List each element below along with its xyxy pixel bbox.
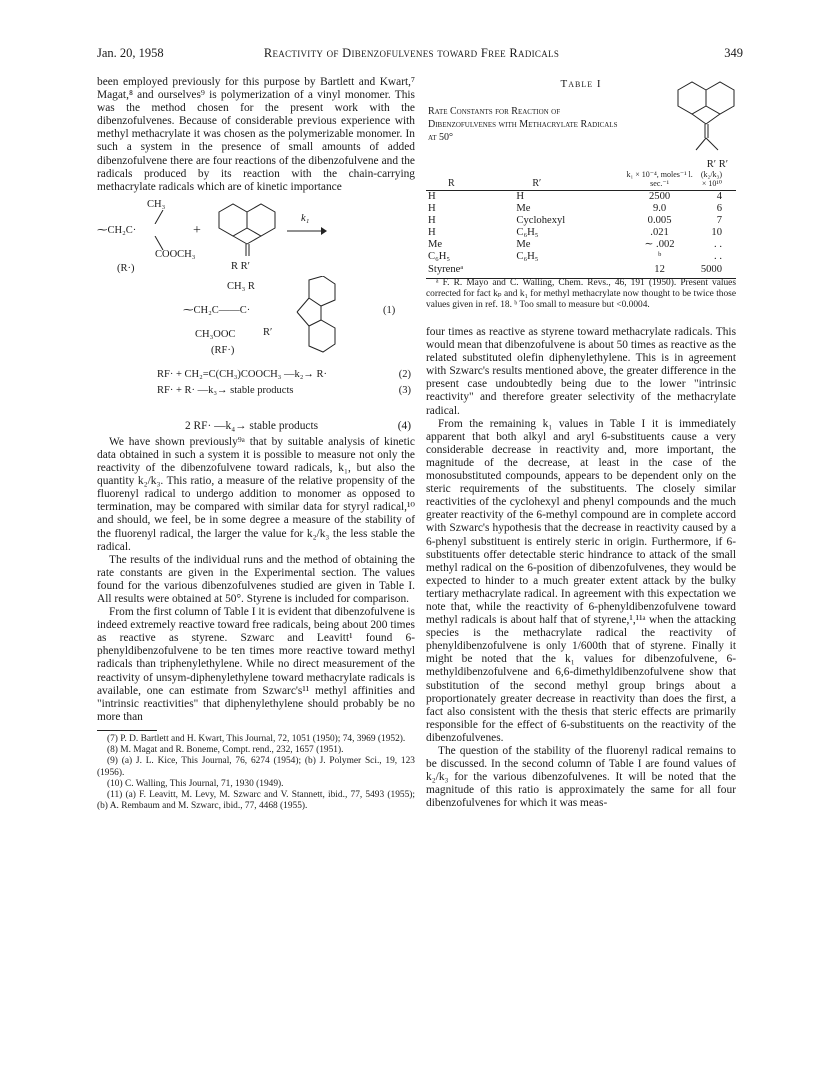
scheme-cooch3: COOCH₃ [155,248,196,260]
paragraph: The question of the stability of the fluorenyl radical remains to be discussed. In the second column of Table I are found values of k₂/k₃ for the various dibenzofulvenes. It will be noted that the magnitude of this ratio is approximately the same for all four dibenzofulvenes for which it was meas- [426,745,736,810]
table-cell: Me [516,239,531,251]
table-cell [514,264,620,279]
table-cell: . . [714,239,722,251]
table-cell: 2500 [648,191,671,202]
equation-body: RF· + CH₂=C(CH₃)COOCH₃ —k₂→ R· [157,368,327,380]
table-cell: C₆H₅ [428,251,451,263]
equation-4 [97,420,415,436]
table-1 [426,78,736,310]
table-row [426,251,736,263]
table-row [426,215,736,227]
table-cell: .021 [650,227,669,239]
equation-2 [97,368,415,384]
bond-line [153,210,165,224]
table-cell: 12 [620,264,698,279]
table-row [426,264,736,279]
scheme-rr: R R′ [231,260,250,272]
table-cell: 4 [716,191,722,202]
table-cell: 5000 [699,264,736,279]
table-cell: Me [516,203,531,215]
equation-3 [97,384,415,400]
table-cell: H [428,215,436,227]
table-row [426,239,736,251]
table-cell: C₆H₅ [516,251,539,263]
reaction-arrow [287,226,327,236]
scheme-r-dot: (R·) [117,262,135,274]
paragraph: From the first column of Table I it is evident that dibenzofulvene is indeed extremely reactive toward free radicals, being about 200 times as reactive as styrene. Szwarc and Leavitt¹ found 6-phenyldibenzofulvene to be ten times more reactive toward methyl radicals than triphenylethylene. While no direct measurement of the reactivity of unsym-diphenylethylene toward methacrylate radicals is available, one can estimate from Szwarc's¹¹ methyl affinities and "intrinsic reactivities" that diphenylethylene should probably be no more than [97,606,415,723]
table-header-row [426,170,736,191]
right-column [426,78,736,810]
table-label: Table I [560,78,602,90]
column-header: R′ [514,170,620,191]
scheme-ch2c-chain: ⁓CH₂C——C· [183,304,251,316]
scheme-ch3ooc: CH₃OOC [195,328,236,340]
paragraph: four times as reactive as styrene toward methacrylate radicals. This would mean that dibenzofulvene is about 50 times as reactive as the related substituted olefin diphenylethylene. This is in agreement with Szwarc's results mentioned above, the greater difference in the present case undoubtedly being due to the lower "intrinsic reactivity" and therefore greater selectivity of the methacrylate radical. [426,326,736,417]
table-row [426,227,736,239]
reaction-scheme [97,196,415,406]
footnote: (7) P. D. Bartlett and H. Kwart, This Journal, 72, 1051 (1950); 74, 3969 (1952). [107,733,406,744]
table-cell: C₆H₅ [516,227,539,239]
rate-k1: k₁ [301,212,310,224]
table-row [426,191,736,204]
table-cell: 9.0 [652,203,667,215]
equation-number-1: (1) [383,304,396,316]
equation-number: (4) [397,419,411,432]
equation-number: (3) [398,384,411,396]
table-row [426,203,736,215]
table-footnote: ᵃ F. R. Mayo and C. Walling, Chem. Revs., 46, 191 (1950). Present values corrected for fact kₚ and k₁ for methyl methacrylate now thought to be twice those values given in ref. 18. ᵇ Too small to measure but <0.0004. [426,278,736,310]
left-column [97,76,415,812]
fluorenyl-radical-structure [287,276,357,356]
footnote: (10) C. Walling, This Journal, 71, 1930 (1949). [107,778,284,789]
table-cell: H [516,191,525,202]
equation-body: 2 RF· —k₄→ stable products [185,419,319,432]
running-date: Jan. 20, 1958 [97,46,164,60]
table-cell: Me [428,239,443,251]
table-cell: ᵇ [657,251,662,263]
equation-body: RF· + R· —k₃→ stable products [157,384,294,396]
scheme-ch2c: ⁓CH₂C· [97,224,137,236]
running-title: Reactivity of Dibenzofulvenes toward Free Radicals [263,46,560,60]
fluorene-structure-icon [664,80,744,160]
page-number: 349 [724,46,743,60]
column-header: R [426,170,514,191]
table-cell: Cyclohexyl [516,215,566,227]
scheme-plus: + [193,222,201,238]
table-cell: 6 [716,203,722,215]
table-cell: H [428,191,436,202]
footnote: (11) (a) F. Leavitt, M. Levy, M. Szwarc and V. Stannett, ibid., 77, 5493 (1955); (b) A. Rembaum and M. Szwarc, ibid., 77, 4468 (1955). [97,789,415,812]
scheme-ch3r: CH₃ R [227,280,255,292]
scheme-ch3: CH₃ [147,198,166,210]
table-cell: ∼ .002 [644,239,675,251]
table-cell: . . [714,251,722,263]
dibenzofulvene-structure [207,198,283,258]
table-cell: 7 [716,215,722,227]
paragraph: The results of the individual runs and the method of obtaining the rate constants are given in the Experimental section. The values found for the various dibenzofulvenes studied are given in Table I. All results were obtained at 50°. Styrene is included for comparison. [97,553,415,605]
footnote-rule [97,730,157,731]
table-cell: Styreneᵃ [426,264,514,279]
table-cell: H [428,227,436,239]
footnote: (8) M. Magat and R. Boneme, Compt. rend., 232, 1657 (1951). [107,745,344,756]
column-header: k₁ × 10⁻⁴, moles⁻¹ l. sec.⁻¹ [620,170,698,191]
column-header: (k₂/k₃) × 10¹⁰ [699,170,736,191]
data-table [426,170,736,279]
scheme-rf: (RF·) [211,344,235,356]
paragraph: been employed previously for this purpose by Bartlett and Kwart,⁷ Magat,⁸ and ourselves⁹ is polymerization of a vinyl monomer. This was the method chosen for the present work with the dibenzofulvenes. Because of considerable previous experience with methyl methacrylate it was chosen as the polymerizable monomer. In such a system in the presence of small amounts of added dibenzofulvene there are four reactions of the dibenzofulvene and the radicals produced by its reaction with the chain-carrying methacrylate radicals which are of kinetic importance [97,76,415,193]
equation-number: (2) [398,368,411,380]
table-cell: 0.005 [647,215,672,227]
table-cell: 10 [711,227,722,239]
structure-label: R′ R′ [706,159,728,170]
footnote: (9) (a) J. L. Kice, This Journal, 76, 6274 (1954); (b) J. Polymer Sci., 19, 123 (1956). [97,756,415,778]
table-cell: H [428,203,436,215]
paragraph: From the remaining k₁ values in Table I it is immediately apparent that both alkyl and aryl 6-substituents cause a very considerable decrease in reactivity and, more important, the magnitude of the decrease, at least in the case of the monosubstituted compounds, appears to be dependent only on the steric requirements of the substituents. The closely similar reactivities of the cyclohexyl and phenyl compounds and the much greater reactivity of the 6-methyl compound are in complete accord with Szwarc's hypothesis that the decrease in reactivity caused by a 6-phenyl substituent is entirely steric in origin. Furthermore, if 6-substituents offer detectable steric hindrance to attack of the small methyl radical on the 6-position of dibenzofulvenes, they would be expected to hinder to a much greater extent attack by the bulky tertiary methacrylate radical. In agreement with this expectation we note that, while the reactivity of 6-phenyldibenzofulvene toward methyl radicals is about half that of styrene,¹,¹¹ᵃ when the attacking species is the methacrylate radical the reactivity of phenyldibenzofulvene is only 1/600th that of styrene. Finally it might be noted that the k₁ values for dibenzofulvene, 6-methyldibenzofulvene and 6,6-dimethyldibenzofulvene show that substitution of the second methyl group brings about a proportionately greater decrease in reactivity than does the first, a fact also consistent with the thesis that steric effects are primarily responsible for the effect of 6-substituents on the reactivity of the dibenzofulvenes. [426,417,736,744]
table-caption: Rate Constants for Reaction of Dibenzofulvenes with Methacrylate Radicals at 50° [428,106,618,144]
paragraph: We have shown previously⁹ᵃ that by suitable analysis of kinetic data obtained in such a system it is possible to measure not only the reactivity of the dibenzofulvene toward radicals, k₁, but also the quantity k₂/k₃. This ratio, a measure of the relative propensity of the fluorenyl radical to undergo addition to monomer as opposed to termination, may be compared with similar data for styryl radical,¹⁰ and should, we feel, be in some degree a measure of the stability of the fluorenyl radical, the larger the value for k₂/k₃ the less stable the radical. [97,435,415,553]
scheme-rprime: R′ [263,326,273,338]
